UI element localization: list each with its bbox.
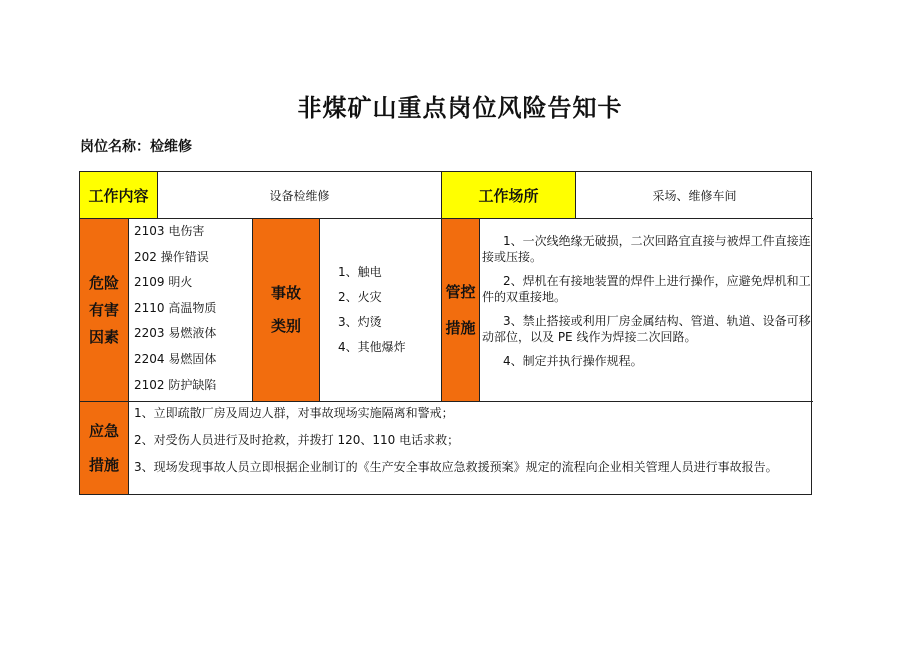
list-item: 2、对受伤人员进行及时抢救，并拨打 120、110 电话求救； <box>134 433 460 447</box>
accident-category-list <box>320 219 442 402</box>
control-label-line: 管控 <box>445 283 476 301</box>
control-measures-label <box>442 219 480 402</box>
accident-label-line: 类别 <box>270 317 301 335</box>
emergency-label-line: 措施 <box>88 456 119 474</box>
hazard-factors-list <box>129 219 253 402</box>
post-name-label: 岗位名称： <box>80 139 150 155</box>
work-content-value-cell <box>158 172 442 219</box>
list-item: 2102 防护缺陷 <box>134 377 217 392</box>
list-item: 3、禁止搭接或利用厂房金属结构、管道、轨道、设备可移动部位，以及 PE 线作为焊接二次回路。 <box>482 314 811 344</box>
list-item: 2、焊机在有接地装置的焊件上进行操作，应避免焊机和工件的双重接地。 <box>482 274 811 304</box>
work-content-label-cell <box>80 172 158 219</box>
control-label-line: 措施 <box>445 319 476 337</box>
emergency-label-line: 应急 <box>88 422 119 440</box>
list-item: 1、立即疏散厂房及周边人群，对事故现场实施隔离和警戒； <box>134 406 454 420</box>
page-title: 非煤矿山重点岗位风险告知卡 <box>297 94 623 122</box>
work-place-label: 工作场所 <box>478 186 539 205</box>
hazard-label-line: 因素 <box>88 327 119 346</box>
list-item: 3、灼烫 <box>338 315 382 329</box>
hazard-label-line: 危险 <box>88 273 119 292</box>
accident-label-line: 事故 <box>270 284 301 302</box>
list-item: 2103 电伤害 <box>134 224 205 238</box>
list-item: 2203 易燃液体 <box>134 326 217 341</box>
hazard-label-line: 有害 <box>88 300 119 319</box>
list-item: 2110 高温物质 <box>134 300 217 315</box>
hazard-factors-label <box>80 219 129 402</box>
list-item: 1、一次线绝缘无破损，二次回路宜直接与被焊工件直接连接或压接。 <box>482 234 811 264</box>
control-measures-list <box>480 219 813 402</box>
work-place-label-cell <box>442 172 576 219</box>
work-place-value-cell <box>576 172 813 219</box>
emergency-measures-label <box>80 402 129 494</box>
accident-category-label <box>253 219 320 402</box>
list-item: 2204 易燃固体 <box>134 351 217 366</box>
list-item: 202 操作错误 <box>134 249 209 264</box>
emergency-measures-list <box>129 402 813 494</box>
list-item: 2109 明火 <box>134 275 193 290</box>
list-item: 2、火灾 <box>338 290 382 304</box>
post-name <box>80 136 192 156</box>
work-place-value: 采场、维修车间 <box>652 188 737 203</box>
work-content-value: 设备检维修 <box>269 188 330 203</box>
work-content-label: 工作内容 <box>88 186 149 205</box>
list-item: 3、现场发现事故人员立即根据企业制订的《生产安全事故应急救援预案》规定的流程向企业相关管理人员进行事故报告。 <box>134 460 778 474</box>
risk-card-table <box>79 171 812 495</box>
list-item: 4、制定并执行操作规程。 <box>503 354 643 368</box>
list-item: 1、触电 <box>338 265 382 279</box>
list-item: 4、其他爆炸 <box>338 340 406 354</box>
post-name-value: 检维修 <box>150 139 192 155</box>
